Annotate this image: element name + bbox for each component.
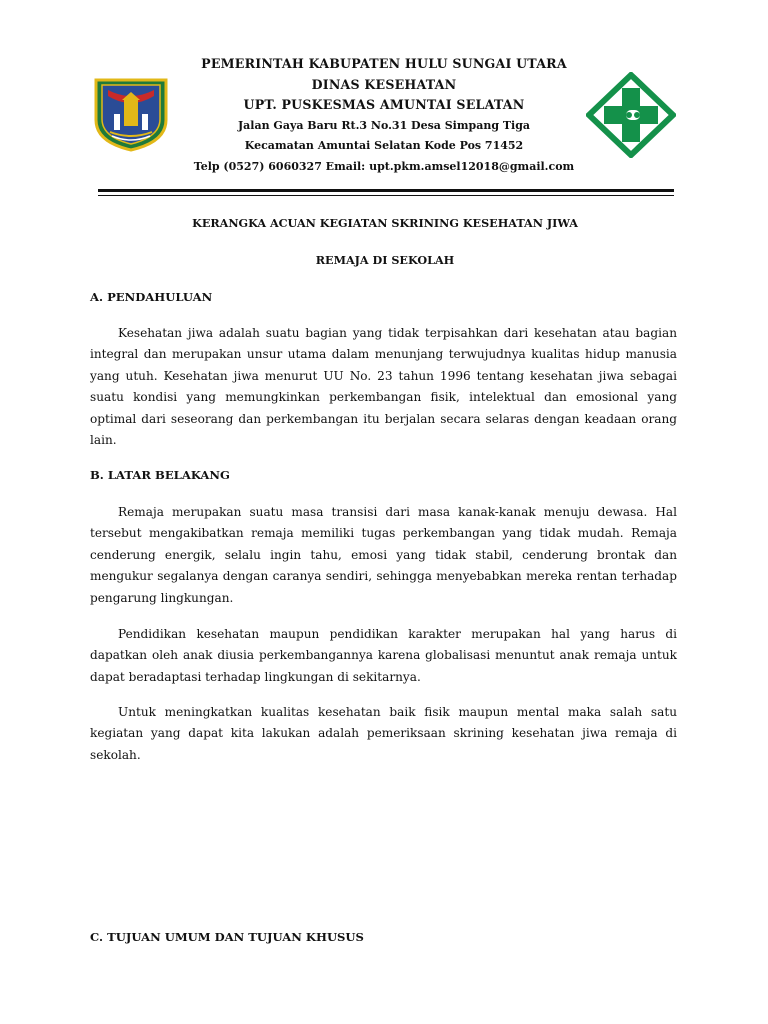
letterhead-text bbox=[150, 54, 618, 177]
section-heading: C. TUJUAN UMUM DAN TUJUAN KHUSUS bbox=[90, 930, 364, 944]
section-paragraph: Untuk meningkatkan kualitas kesehatan baik fisik maupun mental maka salah satu kegiatan yang dapat kita lakukan adalah pemeriksaan skrining kesehatan jiwa remaja di sekolah. bbox=[90, 705, 677, 762]
street-address: Jalan Gaya Baru Rt.3 No.31 Desa Simpang Tiga bbox=[237, 118, 531, 132]
section-heading: A. PENDAHULUAN bbox=[90, 290, 213, 304]
district-address: Kecamatan Amuntai Selatan Kode Pos 71452 bbox=[244, 139, 524, 152]
agency-name: DINAS KESEHATAN bbox=[311, 76, 457, 92]
letterhead bbox=[0, 48, 768, 178]
section-heading: B. LATAR BELAKANG bbox=[90, 468, 230, 482]
section-paragraph: Kesehatan jiwa adalah suatu bagian yang tidak terpisahkan dari kesehatan atau bagian integral dan merupakan unsur utama dalam menunjang terwujudnya kualitas hidup manusia yang utuh. Kesehatan jiwa menurut UU No. 23 tahun 1996 tentang kesehatan jiwa sebagai suatu kondisi yang memungkinkan perkembangan fisik, intelektual dan emosional yang optimal dari seseorang dan perkembangan itu berjalan secara selaras dengan keadaan orang lain. bbox=[90, 326, 677, 448]
document-title: KERANGKA ACUAN KEGIATAN SKRINING KESEHATAN JIWA bbox=[192, 216, 578, 230]
puskesmas-logo-icon bbox=[586, 72, 676, 158]
unit-name: UPT. PUSKESMAS AMUNTAI SELATAN bbox=[243, 97, 525, 112]
section-paragraph: Remaja merupakan suatu masa transisi dari masa kanak-kanak menuju dewasa. Hal tersebut mengakibatkan remaja memiliki tugas perkembangan yang tidak mudah. Remaja cenderung energik, selalu ingin tahu, emosi yang tidak stabil, cenderung brontak dan mengukur segalanya dengan caranya sendiri, sehingga menyebabkan mereka rentan terhadap pengarung lingkungan. bbox=[90, 505, 677, 605]
letterhead-divider-thick bbox=[98, 189, 674, 192]
contact-info: Telp (0527) 6060327 Email: upt.pkm.amsel12018@gmail.com bbox=[193, 159, 575, 173]
letterhead-divider-thin bbox=[98, 195, 674, 196]
document-subtitle: REMAJA DI SEKOLAH bbox=[315, 253, 455, 267]
section-paragraph: Pendidikan kesehatan maupun pendidikan karakter merupakan hal yang harus di dapatkan oleh anak diusia perkembangannya karena globalisasi menuntut anak remaja untuk dapat beradaptasi terhadap lingkungan di sekitarnya. bbox=[90, 627, 677, 684]
government-name: PEMERINTAH KABUPATEN HULU SUNGAI UTARA bbox=[201, 56, 567, 71]
